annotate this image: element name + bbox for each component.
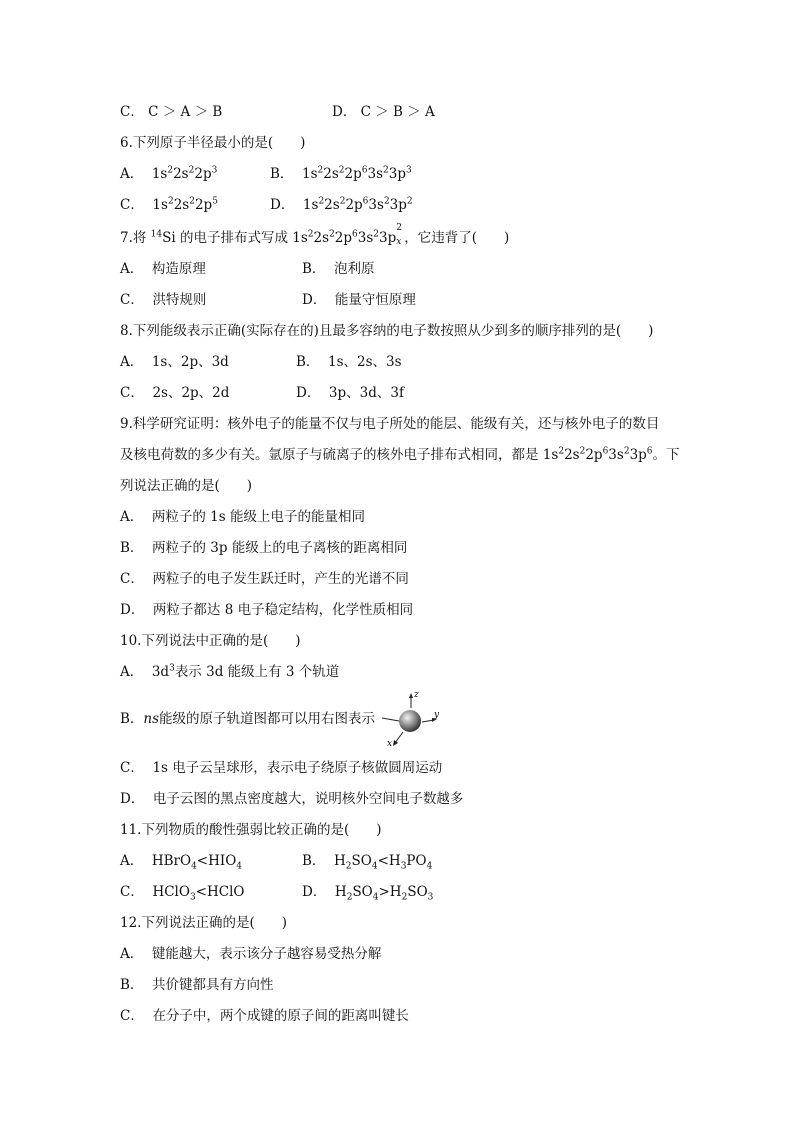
- q8-option-a: [120, 352, 229, 372]
- q9-option-c: [120, 569, 409, 589]
- q6-option-d: [270, 195, 413, 215]
- option-text: $HBrO_4<HIO_4$: [151, 853, 243, 872]
- q8-option-c: [120, 383, 229, 403]
- option-label: B．: [120, 711, 144, 727]
- option-text: C ＞ A ＞ B: [148, 104, 223, 120]
- option-label: B．: [302, 853, 326, 869]
- q10-option-c: [120, 758, 442, 778]
- option-text: 1s、2s、3s: [328, 354, 402, 370]
- stem-prefix: 7.将: [120, 230, 151, 246]
- q10-option-d: [120, 789, 463, 809]
- x-axis-line: [395, 732, 403, 743]
- option-text: 两粒子的电子发生跃迁时，产生的光谱不同: [152, 571, 409, 587]
- option-label: B．: [120, 540, 144, 556]
- q8-option-d: [296, 383, 404, 403]
- q11-option-b: [302, 851, 432, 871]
- q7-stem: 7.将 $^{14}$Si 的电子排布式写成 $1s^22s^22p^63s^23p$ 2 x ，它违背了( ): [120, 223, 510, 247]
- option-text: 能级的原子轨道图都可以用右图表示: [159, 711, 376, 727]
- option-text: $1s^22s^22p^3$: [147, 165, 218, 182]
- q8-option-b: [296, 352, 402, 372]
- q9-stem-line1: 9.科学研究证明：核外电子的能量不仅与电子所处的能层、能级有关，还与核外电子的数目: [120, 416, 660, 432]
- option-text: $1s^22s^22p^5$: [148, 196, 218, 213]
- option-text: HClO$_3$<HClO: [152, 884, 245, 903]
- option-label: D．: [332, 104, 357, 120]
- option-text: 泡利原: [334, 261, 375, 277]
- option-label: A．: [120, 946, 144, 962]
- stem-suffix: 。下: [652, 447, 680, 463]
- q12-option-b: [120, 975, 274, 995]
- q6-option-b: [270, 164, 412, 184]
- option-label: D．: [120, 791, 145, 807]
- q5-option-c: [120, 102, 222, 122]
- q6-option-c: [120, 195, 218, 215]
- option-text: 表示 3d 能级上有 3 个轨道: [174, 664, 340, 680]
- q10-option-b: B．ns能级的原子轨道图都可以用右图表示: [120, 711, 376, 727]
- q9-option-b: [120, 538, 407, 558]
- option-label: B．: [120, 977, 144, 993]
- q10-option-a: A． $3d^3$表示 3d 能级上有 3 个轨道: [120, 663, 340, 680]
- s-orbital-figure: [382, 688, 442, 750]
- option-label: C．: [120, 197, 144, 213]
- option-text: $1s^22s^22p^63s^23p^3$: [297, 165, 412, 182]
- q11-option-a: [120, 851, 242, 871]
- option-label: D．: [120, 602, 145, 618]
- option-text: 能量守恒原理: [334, 292, 416, 308]
- option-label: A．: [120, 166, 144, 182]
- option-text: $H_2SO_4>H_2SO_3$: [334, 884, 434, 903]
- q12-option-c: [120, 1006, 409, 1026]
- option-label: D．: [270, 197, 295, 213]
- option-label: C．: [120, 292, 144, 308]
- q9-stem-line2: 及核电荷数的多少有关。氩原子与硫离子的核外电子排布式相同，都是 $1s^22s^22p^63s^23p^6$。下: [120, 446, 680, 463]
- q7-option-d: [302, 290, 416, 310]
- option-text: 两粒子都达 8 电子稳定结构，化学性质相同: [152, 602, 414, 618]
- q10-stem: 10.下列说法中正确的是( ): [120, 633, 301, 649]
- q11-option-d: [302, 882, 433, 902]
- y-axis-label: y: [434, 710, 440, 720]
- q9-option-a: [120, 507, 365, 527]
- option-label: A．: [120, 354, 144, 370]
- option-label: D．: [296, 385, 321, 401]
- stem-prefix: 及核电荷数的多少有关。氩原子与硫离子的核外电子排布式相同，都是: [120, 447, 543, 463]
- option-label: B．: [296, 354, 320, 370]
- option-text: 两粒子的 3p 能级上的电子离核的距离相同: [152, 540, 408, 556]
- option-text: 洪特规则: [152, 292, 207, 308]
- option-text: 共价键都具有方向性: [152, 977, 274, 993]
- option-label: C．: [120, 571, 144, 587]
- option-text: 在分子中，两个成键的原子间的距离叫键长: [152, 1008, 409, 1024]
- x-axis-label: x: [387, 739, 393, 749]
- option-text: 1s 电子云呈球形，表示电子绕原子核做圆周运动: [152, 760, 443, 776]
- q12-option-a: [120, 944, 381, 964]
- option-text: 键能越大，表示该分子越容易受热分解: [151, 946, 382, 962]
- q6-stem: 6.下列原子半径最小的是( ): [120, 135, 306, 151]
- back-axis-line: [382, 718, 399, 721]
- option-label: D．: [302, 292, 327, 308]
- option-label: A．: [120, 509, 144, 525]
- stem-suffix: ，它违背了( ): [404, 230, 510, 246]
- option-label: C．: [120, 760, 144, 776]
- q11-stem: 11.下列物质的酸性强弱比较正确的是( ): [120, 822, 382, 838]
- option-text: $1s^22s^22p^63s^23p^2$: [298, 196, 413, 213]
- option-text: 2s、2p、2d: [152, 385, 230, 401]
- option-text: C ＞ B ＞ A: [360, 104, 435, 120]
- option-label: C．: [120, 1008, 144, 1024]
- q12-stem: 12.下列说法正确的是( ): [120, 915, 288, 931]
- option-label: C．: [120, 884, 144, 900]
- option-text: 构造原理: [151, 261, 206, 277]
- q6-option-a: [120, 164, 217, 184]
- option-text: 两粒子的 1s 能级上电子的能量相同: [151, 509, 365, 525]
- option-text: 3p、3d、3f: [328, 385, 404, 401]
- option-label: A．: [120, 853, 144, 869]
- option-label: A．: [120, 664, 144, 680]
- q9-option-d: [120, 600, 413, 620]
- option-text: 1s、2p、3d: [151, 354, 229, 370]
- z-axis-label: z: [414, 690, 419, 700]
- x-axis-arrow: [393, 740, 398, 746]
- z-axis-arrow: [409, 693, 413, 698]
- option-text: $H_2SO_4<H_3PO_4$: [334, 853, 433, 872]
- q7-option-c: [120, 290, 206, 310]
- q7-option-a: [120, 259, 206, 279]
- option-text: 电子云图的黑点密度越大，说明核外空间电子数越多: [152, 791, 464, 807]
- option-label: B．: [270, 166, 294, 182]
- q7-option-b: [302, 259, 375, 279]
- q9-stem-line3: 列说法正确的是( ): [120, 478, 253, 494]
- s-orbital-sphere: [399, 710, 421, 732]
- option-label: B．: [302, 261, 326, 277]
- q5-option-d: [332, 102, 435, 122]
- option-label: C．: [120, 104, 144, 120]
- q11-option-c: [120, 882, 244, 902]
- option-label: D．: [302, 884, 327, 900]
- option-label: C．: [120, 385, 144, 401]
- q8-stem: 8.下列能级表示正确(实际存在的)且最多容纳的电子数按照从少到多的顺序排列的是( ): [120, 323, 654, 339]
- option-label: A．: [120, 261, 144, 277]
